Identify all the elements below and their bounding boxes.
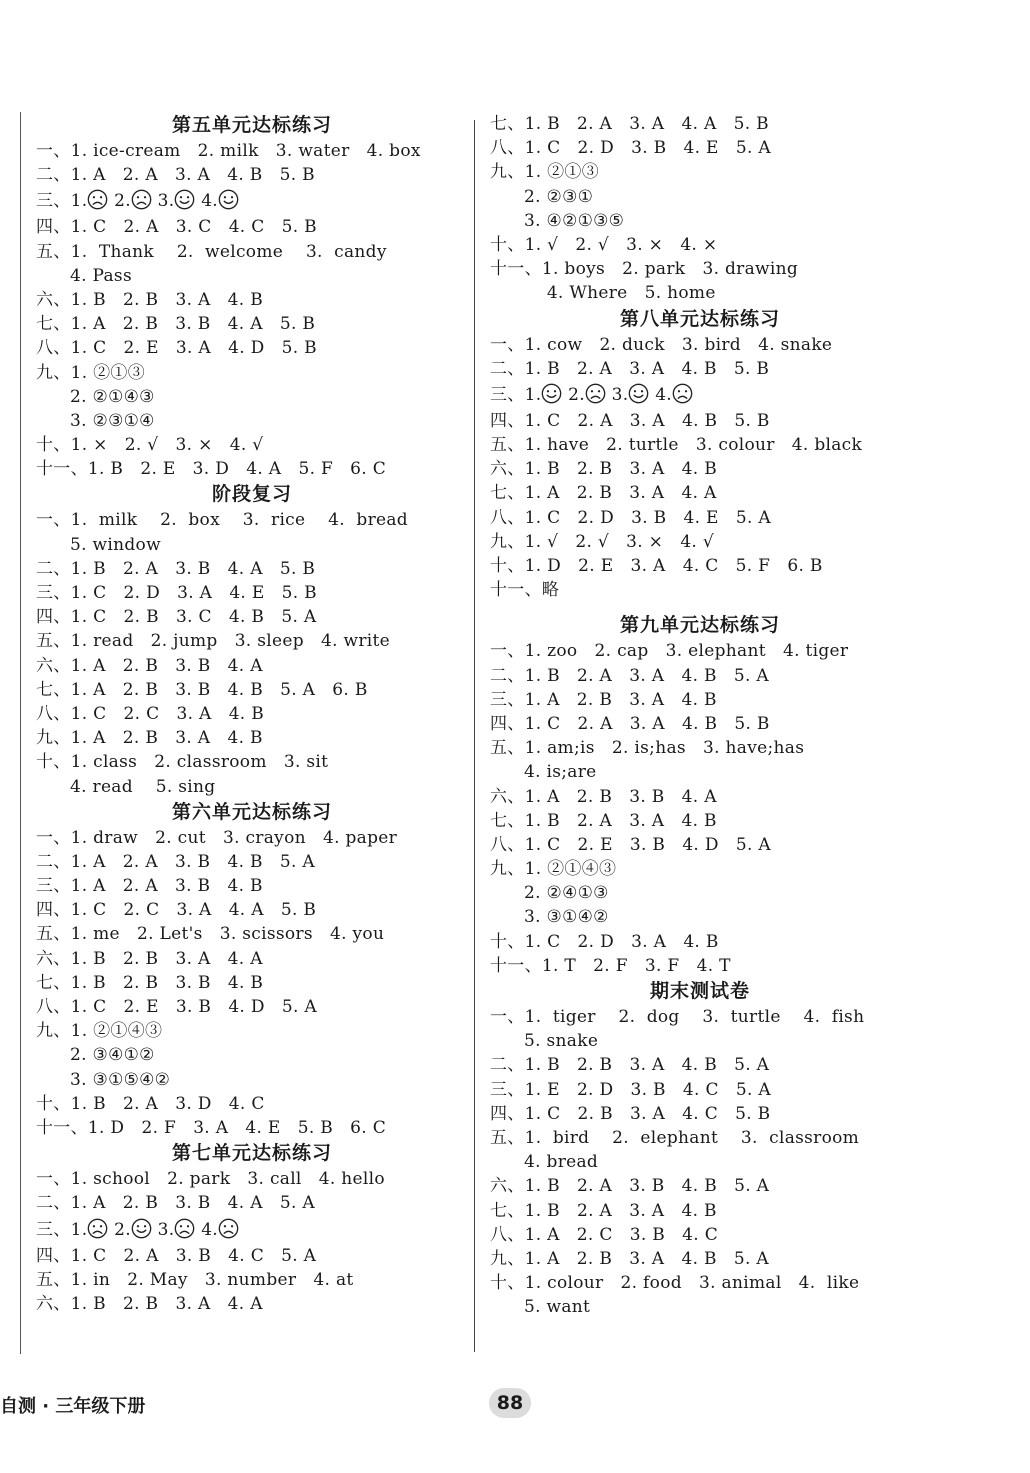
- sad-face-icon: [131, 189, 152, 210]
- answer-line-faces: [36, 1216, 468, 1244]
- answer-line: 二、1. A 2. A 3. B 4. B 5. A: [36, 851, 315, 872]
- left-column: [36, 112, 468, 1316]
- smiling-face-icon: [541, 383, 562, 404]
- answer-line: 二、1. B 2. B 3. A 4. B 5. A: [490, 1055, 770, 1076]
- answer-line: 八、1. C 2. E 3. A 4. D 5. B: [36, 338, 317, 359]
- sad-face-icon: [672, 383, 693, 404]
- answer-line: 三、1. E 2. D 3. B 4. C 5. A: [490, 1079, 771, 1100]
- answer-line: 十、1. B 2. A 3. D 4. C: [36, 1093, 265, 1114]
- answer-line: 十、1. √ 2. √ 3. × 4. ×: [490, 234, 718, 255]
- answer-line-continued: 2. ②③①: [524, 186, 594, 207]
- answer-number: 2.: [108, 1219, 131, 1240]
- answer-line: 九、1. ②①③: [490, 162, 600, 183]
- sad-face-icon: [87, 1218, 108, 1239]
- answer-line-faces: [490, 381, 910, 409]
- answer-line-continued: 2. ②①④③: [70, 386, 155, 407]
- answer-line: 一、1. school 2. park 3. call 4. hello: [36, 1169, 385, 1190]
- answer-line: 七、1. A 2. B 3. B 4. B 5. A 6. B: [36, 679, 368, 700]
- answer-line-continued: 2. ②④①③: [524, 883, 609, 904]
- answer-number: 4.: [195, 191, 219, 212]
- smiling-face-icon: [174, 189, 195, 210]
- answer-line: 十一、1. boys 2. park 3. drawing: [490, 259, 799, 280]
- answer-line: 五、1. read 2. jump 3. sleep 4. write: [36, 631, 391, 652]
- answer-line: 一、1. zoo 2. cap 3. elephant 4. tiger: [490, 641, 849, 662]
- answer-line: 七、1. B 2. A 3. A 4. B: [490, 810, 717, 831]
- answer-line-continued: 3. ③①④②: [524, 907, 609, 928]
- answer-line: 三、1. A 2. B 3. A 4. B: [490, 689, 717, 710]
- answer-line: 八、1. C 2. E 3. B 4. D 5. A: [490, 834, 771, 855]
- answer-line: 一、1. draw 2. cut 3. crayon 4. paper: [36, 827, 398, 848]
- answer-line: 二、1. B 2. A 3. B 4. A 5. B: [36, 558, 316, 579]
- answer-line: 五、1. bird 2. elephant 3. classroom: [490, 1127, 860, 1148]
- answer-line: 六、1. B 2. B 3. A 4. B: [36, 289, 263, 310]
- answer-line: 二、1. A 2. B 3. B 4. A 5. A: [36, 1193, 315, 1214]
- section-heading: 第九单元达标练习: [619, 614, 780, 637]
- answer-line: 九、1. A 2. B 3. A 4. B: [36, 728, 263, 749]
- answer-line: 八、1. C 2. C 3. A 4. B: [36, 703, 265, 724]
- sad-face-icon: [585, 383, 606, 404]
- answer-line: 五、1. Thank 2. welcome 3. candy: [36, 241, 387, 262]
- answer-number: 3.: [605, 384, 629, 405]
- answer-line: 十一、1. B 2. E 3. D 4. A 5. F 6. C: [36, 459, 387, 480]
- answer-line: 六、1. B 2. B 3. A 4. A: [36, 948, 263, 969]
- answer-line: 七、1. A 2. B 3. B 4. A 5. B: [36, 314, 316, 335]
- answer-line: 一、1. ice-cream 2. milk 3. water 4. box: [36, 141, 421, 161]
- answer-line: 八、1. A 2. C 3. B 4. C: [490, 1224, 719, 1245]
- answer-line: 三、1. C 2. D 3. A 4. E 5. B: [36, 583, 317, 603]
- answer-line: 八、1. C 2. D 3. B 4. E 5. A: [490, 507, 771, 528]
- answer-line-continued: 5. want: [524, 1297, 591, 1318]
- page-number: 88: [489, 1388, 531, 1418]
- answer-line: 九、1. ②①③: [36, 362, 146, 383]
- answer-line-continued: 3. ②③①④: [70, 410, 155, 431]
- answer-line: 十、1. class 2. classroom 3. sit: [36, 752, 329, 773]
- sad-face-icon: [218, 1218, 239, 1239]
- answer-line: 十一、略: [490, 580, 560, 601]
- answer-line: 九、1. √ 2. √ 3. × 4. √: [490, 531, 714, 552]
- answer-prefix: 三、1.: [36, 191, 88, 212]
- answer-line-continued: 4. is;are: [524, 762, 597, 783]
- answer-line: 五、1. me 2. Let's 3. scissors 4. you: [36, 924, 385, 945]
- smiling-face-icon: [218, 189, 239, 210]
- sad-face-icon: [174, 1218, 195, 1239]
- section-gap: [490, 602, 910, 612]
- answer-line: 九、1. ②①④③: [36, 1021, 163, 1042]
- answer-number: 3.: [151, 1219, 175, 1240]
- answer-number: 2.: [108, 191, 131, 212]
- answer-line: 一、1. tiger 2. dog 3. turtle 4. fish: [490, 1007, 865, 1027]
- answer-prefix: 三、1.: [36, 1219, 88, 1240]
- section-heading: 第七单元达标练习: [171, 1142, 332, 1165]
- answer-line-faces: [36, 187, 468, 215]
- answer-line: 十、1. colour 2. food 3. animal 4. like: [490, 1273, 860, 1294]
- answer-number: 4.: [195, 1219, 219, 1240]
- answer-line-continued: 3. ③①⑤④②: [70, 1069, 171, 1090]
- answer-line: 五、1. have 2. turtle 3. colour 4. black: [490, 435, 863, 456]
- answer-line: 六、1. B 2. B 3. A 4. B: [490, 459, 717, 480]
- answer-number: 3.: [151, 191, 175, 212]
- answer-line: 八、1. C 2. D 3. B 4. E 5. A: [490, 138, 771, 159]
- section-heading: 第八单元达标练习: [619, 307, 780, 330]
- answer-line-continued: 3. ④②①③⑤: [524, 210, 625, 231]
- answer-line-continued: 5. window: [70, 534, 161, 555]
- answer-line: 十、1. C 2. D 3. A 4. B: [490, 931, 719, 952]
- sad-face-icon: [87, 189, 108, 210]
- answer-line: 九、1. ②①④③: [490, 859, 617, 880]
- answer-line: 四、1. C 2. A 3. C 4. C 5. B: [36, 217, 317, 238]
- answer-line: 四、1. C 2. C 3. A 4. A 5. B: [36, 900, 317, 921]
- answer-line: 六、1. A 2. B 3. B 4. A: [490, 786, 717, 807]
- smiling-face-icon: [131, 1218, 152, 1239]
- left-margin-rule: [20, 112, 21, 1354]
- answer-line: 四、1. C 2. A 3. A 4. B 5. B: [490, 713, 770, 734]
- answer-line: 七、1. B 2. A 3. A 4. A 5. B: [490, 114, 769, 134]
- answer-line: 四、1. C 2. B 3. C 4. B 5. A: [36, 607, 317, 628]
- answer-line: 七、1. B 2. A 3. A 4. B: [490, 1200, 717, 1221]
- answer-line-continued: 2. ③④①②: [70, 1045, 155, 1066]
- answer-line: 七、1. B 2. B 3. B 4. B: [36, 972, 264, 993]
- answer-line: 八、1. C 2. E 3. B 4. D 5. A: [36, 997, 317, 1017]
- answer-line: 十一、1. T 2. F 3. F 4. T: [490, 955, 731, 976]
- column-divider: [474, 120, 475, 1352]
- answer-line: 五、1. in 2. May 3. number 4. at: [36, 1269, 354, 1290]
- answer-number: 4.: [649, 384, 673, 405]
- answer-line-continued: 5. snake: [524, 1031, 599, 1052]
- answer-line: 一、1. milk 2. box 3. rice 4. bread: [36, 510, 408, 531]
- answer-line: 四、1. C 2. A 3. B 4. C 5. A: [36, 1245, 317, 1266]
- answer-line-continued: 4. bread: [524, 1152, 599, 1173]
- answer-line-continued: 4. read 5. sing: [70, 776, 216, 797]
- answer-line: 一、1. cow 2. duck 3. bird 4. snake: [490, 334, 833, 355]
- answer-line: 四、1. C 2. A 3. A 4. B 5. B: [490, 410, 770, 431]
- answer-line: 二、1. B 2. A 3. A 4. B 5. B: [490, 358, 770, 379]
- section-heading: 第五单元达标练习: [171, 114, 332, 136]
- answer-number: 2.: [562, 384, 585, 405]
- answer-line: 六、1. A 2. B 3. B 4. A: [36, 655, 263, 676]
- answer-line-continued: 4. Where 5. home: [524, 283, 716, 304]
- answer-prefix: 三、1.: [490, 384, 542, 405]
- answer-line: 六、1. B 2. B 3. A 4. A: [36, 1293, 263, 1314]
- section-heading: 第六单元达标练习: [171, 800, 332, 823]
- footer-book-title: 自测 · 三年级下册: [0, 1396, 146, 1417]
- answer-line: 五、1. am;is 2. is;has 3. have;has: [490, 738, 805, 759]
- answer-line: 三、1. A 2. A 3. B 4. B: [36, 876, 263, 897]
- answer-line: 二、1. A 2. A 3. A 4. B 5. B: [36, 165, 315, 186]
- answer-line: 四、1. C 2. B 3. A 4. C 5. B: [490, 1103, 771, 1124]
- answer-line: 二、1. B 2. A 3. A 4. B 5. A: [490, 665, 769, 686]
- answer-line: 十一、1. D 2. F 3. A 4. E 5. B 6. C: [36, 1117, 387, 1138]
- smiling-face-icon: [628, 383, 649, 404]
- answer-line: 六、1. B 2. A 3. B 4. B 5. A: [490, 1176, 770, 1197]
- answer-line: 七、1. A 2. B 3. A 4. A: [490, 483, 717, 504]
- section-heading: 阶段复习: [211, 483, 292, 506]
- answer-line-continued: 4. Pass: [70, 265, 132, 286]
- answer-line: 十、1. × 2. √ 3. × 4. √: [36, 435, 264, 456]
- section-heading: 期末测试卷: [649, 980, 750, 1002]
- answer-line: 十、1. D 2. E 3. A 4. C 5. F 6. B: [490, 556, 823, 576]
- answer-line: 九、1. A 2. B 3. A 4. B 5. A: [490, 1248, 769, 1269]
- right-column: [490, 112, 910, 1319]
